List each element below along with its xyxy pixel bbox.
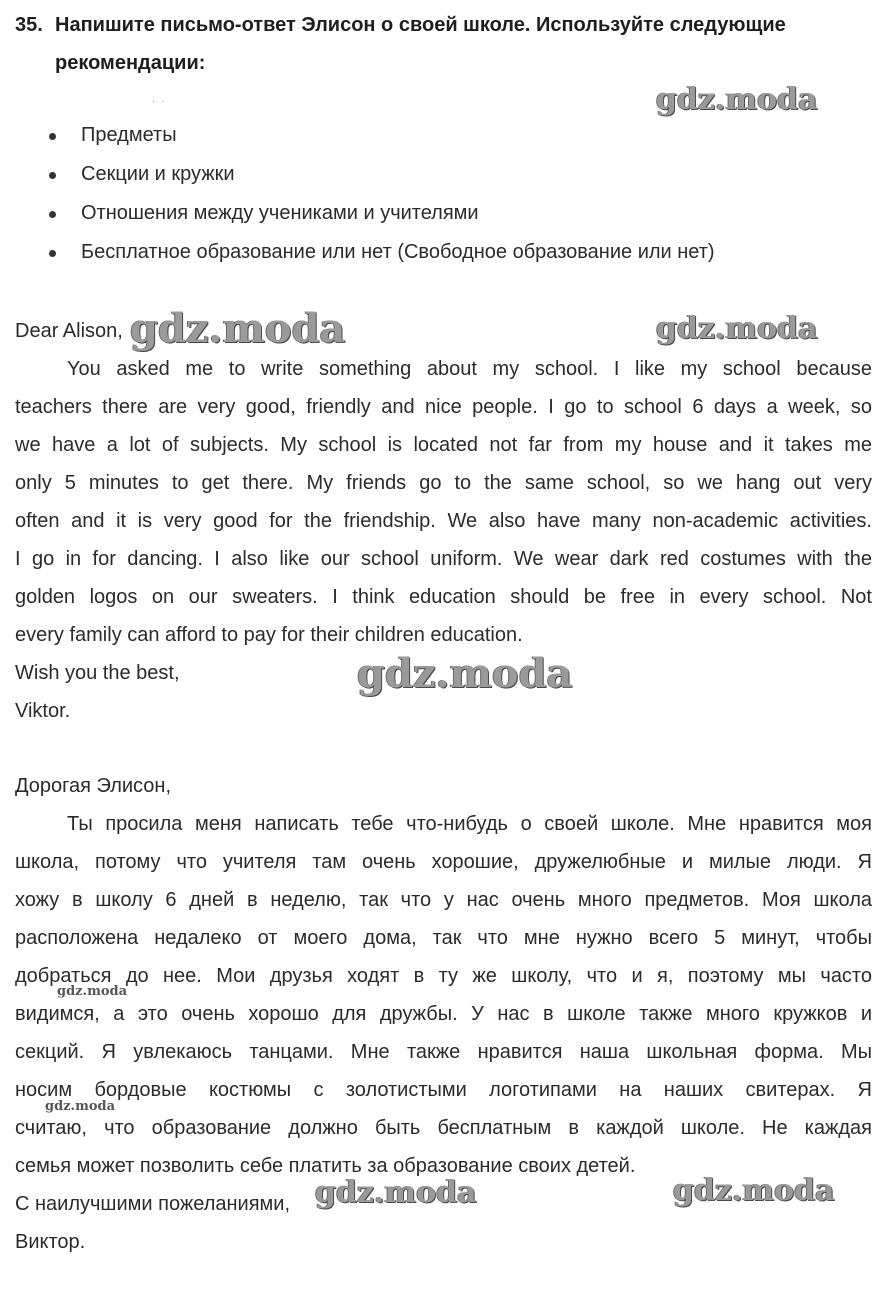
- russian-line: семья может позволить себе платить за образование своих детей.: [15, 1155, 636, 1177]
- watermark: gdz.moda: [673, 1173, 835, 1208]
- watermark: gdz.moda: [656, 82, 818, 117]
- english-line: golden logos on our sweaters. I think education should be free in every school. Not: [15, 586, 872, 608]
- english-greeting: Dear Alison,: [15, 320, 123, 342]
- watermark: gdz.moda: [656, 311, 818, 346]
- watermark: gdz.moda: [57, 984, 128, 999]
- english-signature: Viktor.: [15, 700, 71, 722]
- english-line: You asked me to write something about my school. I like my school because: [67, 358, 872, 380]
- russian-line: носим бордовые костюмы с золотистыми логотипами на наших свитерах. Я: [15, 1079, 872, 1101]
- russian-closing: С наилучшими пожеланиями,: [15, 1193, 291, 1215]
- russian-greeting: Дорогая Элисон,: [15, 775, 172, 797]
- watermark: gdz.moda: [357, 650, 573, 697]
- list-item: Секции и кружки: [47, 155, 715, 194]
- watermark: gdz.moda: [130, 305, 346, 352]
- list-item: Бесплатное образование или нет (Свободное образование или нет): [47, 233, 715, 272]
- list-item: Предметы: [47, 116, 715, 155]
- english-letter: [15, 312, 872, 730]
- english-line: often and it is very good for the friendship. We also have many non-academic activities.: [15, 510, 872, 532]
- decorative-dots: ··: [152, 96, 171, 107]
- russian-line: видимся, а это очень хорошо для дружбы. У нас в школе также много кружков и: [15, 1003, 872, 1025]
- recommendations-list: [47, 116, 715, 272]
- russian-line: добраться до нее. Мои друзья ходят в ту же школу, что и я, поэтому мы часто: [15, 965, 872, 987]
- list-item: Отношения между учениками и учителями: [47, 194, 715, 233]
- task-text-line1: Напишите письмо-ответ Элисон о своей школе. Используйте следующие: [55, 14, 786, 36]
- english-line: we have a lot of subjects. My school is located not far from my house and it takes me: [15, 434, 872, 456]
- english-line: I go in for dancing. I also like our school uniform. We wear dark red costumes with the: [15, 548, 872, 570]
- task-number: 35.: [15, 14, 43, 36]
- english-line: teachers there are very good, friendly and nice people. I go to school 6 days a week, so: [15, 396, 872, 418]
- watermark: gdz.moda: [45, 1099, 116, 1114]
- task-text-line2: рекомендации:: [55, 52, 206, 74]
- task-heading: [15, 6, 877, 82]
- russian-letter: [15, 767, 872, 1261]
- russian-line: считаю, что образование должно быть бесплатным в каждой школе. Не каждая: [15, 1117, 872, 1139]
- russian-line: хожу в школу 6 дней в неделю, так что у нас очень много предметов. Моя школа: [15, 889, 872, 911]
- english-line: only 5 minutes to get there. My friends go to the same school, so we hang out very: [15, 472, 872, 494]
- russian-line: школа, потому что учителя там очень хорошие, дружелюбные и милые люди. Я: [15, 851, 872, 873]
- russian-signature: Виктор.: [15, 1231, 86, 1253]
- russian-line: Ты просила меня написать тебе что-нибудь о своей школе. Мне нравится моя: [67, 813, 872, 835]
- russian-line: секций. Я увлекаюсь танцами. Мне также нравится наша школьная форма. Мы: [15, 1041, 872, 1063]
- english-closing: Wish you the best,: [15, 662, 180, 684]
- english-line: every family can afford to pay for their children education.: [15, 624, 523, 646]
- russian-line: расположена недалеко от моего дома, так что мне нужно всего 5 минут, чтобы: [15, 927, 872, 949]
- watermark: gdz.moda: [315, 1175, 477, 1210]
